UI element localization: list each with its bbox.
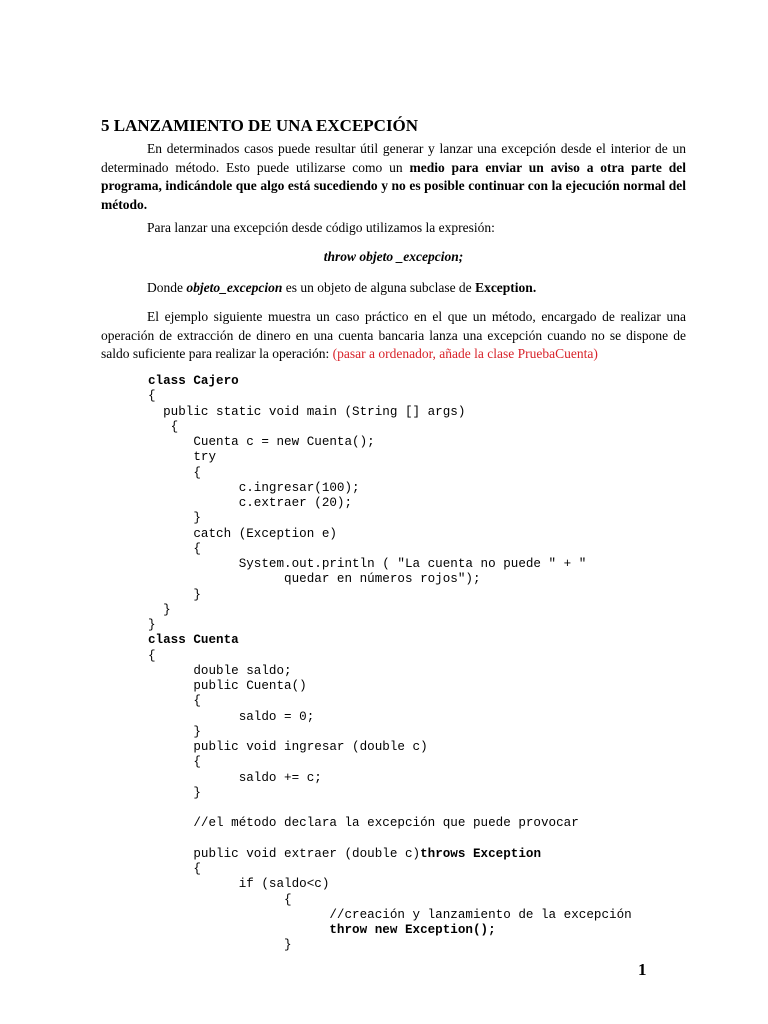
code-line (148, 572, 758, 587)
throw-expression: throw objeto _excepcion; (323, 249, 464, 264)
code-line-bold-tail: throws Exception (420, 846, 541, 861)
code-line-text: } (148, 602, 171, 617)
donde-class: Exception. (475, 280, 537, 295)
intro-paragraph (101, 140, 686, 214)
code-line (148, 557, 758, 572)
code-line (148, 755, 758, 770)
code-line-text: { (148, 465, 201, 480)
code-line (148, 847, 758, 862)
code-line (148, 710, 758, 725)
code-line (148, 588, 758, 603)
code-line (148, 603, 758, 618)
code-line (148, 649, 758, 664)
code-line (148, 862, 758, 877)
code-line-text: { (148, 694, 201, 709)
code-line-text: //creación y lanzamiento de la excepción (148, 907, 632, 922)
code-line (148, 801, 758, 816)
code-line (148, 694, 758, 709)
code-line-text: { (148, 389, 156, 404)
code-line (148, 893, 758, 908)
throw-intro-paragraph (101, 219, 686, 238)
code-line (148, 877, 758, 892)
code-line (148, 511, 758, 526)
code-line-text: try (148, 450, 217, 465)
code-line (148, 481, 758, 496)
page-number: 1 (638, 960, 647, 979)
code-line (148, 938, 758, 953)
code-line-text: catch (Exception e) (148, 526, 337, 541)
donde-paragraph (101, 279, 686, 298)
code-line-text: public void ingresar (double c) (148, 740, 428, 754)
code-line-text: class Cajero (148, 374, 239, 388)
code-line-text: } (148, 511, 201, 526)
code-line-text: { (148, 419, 179, 434)
code-line-text: public void extraer (double c) (148, 846, 421, 861)
code-line-text: } (148, 724, 201, 739)
code-line (148, 618, 758, 633)
code-line (148, 816, 758, 831)
code-line-text: { (148, 862, 201, 876)
code-line-text: public static void main (String [] args) (148, 404, 466, 419)
donde-mid: es un objeto de alguna subclase de (282, 280, 476, 295)
code-line-text: } (148, 938, 292, 953)
code-line (148, 527, 758, 542)
donde-pre: Donde (147, 280, 187, 295)
code-line-text: { (148, 892, 292, 907)
code-line-text: Cuenta c = new Cuenta(); (148, 435, 375, 449)
code-line-text: class Cuenta (148, 633, 239, 648)
code-line (148, 435, 758, 450)
code-line-text: } (148, 618, 156, 632)
code-line-text: saldo = 0; (148, 709, 315, 724)
code-line-text: { (148, 755, 201, 770)
code-line (148, 405, 758, 420)
code-line (148, 633, 758, 648)
code-line (148, 450, 758, 465)
code-line-text: { (148, 648, 156, 663)
code-line-text: if (saldo<c) (148, 877, 330, 892)
code-line-text: { (148, 541, 201, 556)
code-line-text: saldo += c; (148, 770, 322, 785)
code-line (148, 374, 758, 389)
code-line (148, 832, 758, 847)
code-line-text: //el método declara la excepción que puede provocar (148, 816, 579, 831)
code-line (148, 786, 758, 801)
code-line-text: c.extraer (20); (148, 496, 353, 510)
code-line (148, 679, 758, 694)
code-line (148, 740, 758, 755)
intro-bold-text: medio para enviar un aviso a otra parte del programa, indicándole que algo está sucediendo y no es posible continuar con la ejecución normal del método. (101, 159, 686, 212)
example-text: El ejemplo siguiente muestra un caso práctico en el que un método, encargado de realizar una operación de extracción de dinero en una cuenta bancaria lanza una excepción cuando no se dispone de saldo suficiente para realizar la operación: (101, 309, 686, 362)
code-line-text: } (148, 785, 201, 800)
code-line (148, 908, 758, 923)
example-note: (pasar a ordenador, añade la clase PruebaCuenta) (332, 346, 598, 362)
code-line-text: public Cuenta() (148, 679, 307, 693)
code-line (148, 542, 758, 557)
code-line-text: System.out.println ( "La cuenta no puede " + " (148, 557, 587, 571)
code-line (148, 466, 758, 481)
code-line-text: } (148, 587, 201, 602)
code-line (148, 923, 758, 938)
code-line-text: double saldo; (148, 663, 292, 678)
section-title: 5 LANZAMIENTO DE UNA EXCEPCIÓN (101, 116, 419, 135)
example-paragraph (101, 308, 686, 364)
throw-intro-text: Para lanzar una excepción desde código utilizamos la expresión: (147, 220, 495, 235)
code-line-text: throw new Exception(); (148, 923, 496, 937)
code-line (148, 389, 758, 404)
code-line (148, 725, 758, 740)
code-line (148, 771, 758, 786)
code-line (148, 420, 758, 435)
donde-variable: objeto_excepcion (186, 280, 283, 295)
intro-text: En determinados casos puede resultar útil generar y lanzar una excepción desde el interior de un determinado método. Esto puede utilizarse como un (101, 141, 686, 175)
code-line-text: quedar en números rojos"); (148, 572, 481, 587)
code-line-text: c.ingresar(100); (148, 480, 360, 495)
code-line (148, 496, 758, 511)
code-line (148, 664, 758, 679)
